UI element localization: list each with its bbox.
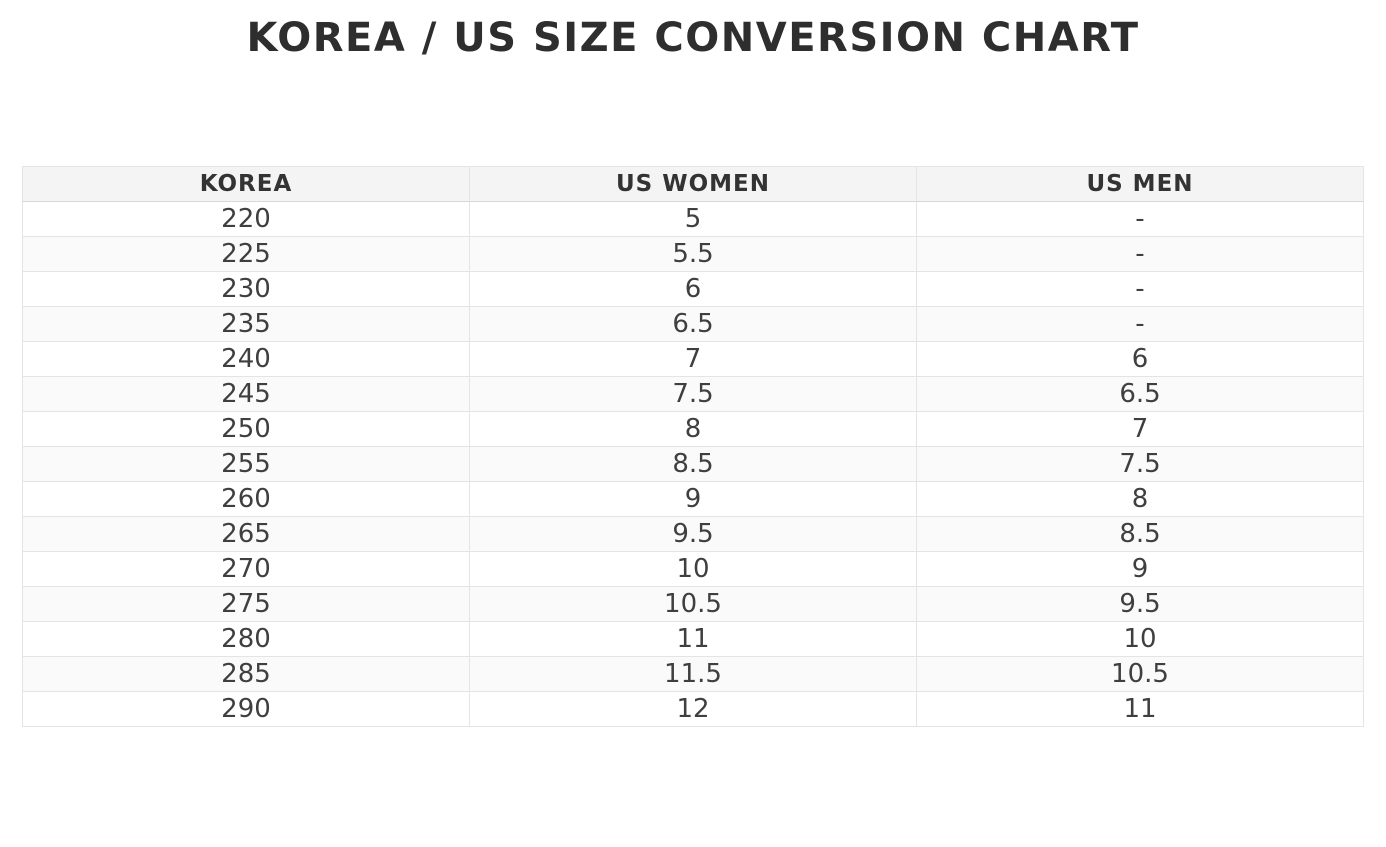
cell-korea: 220 [23, 202, 470, 237]
page [0, 12, 1386, 727]
table-row [23, 482, 1364, 517]
cell-korea: 255 [23, 447, 470, 482]
cell-us-men: 7 [917, 412, 1364, 447]
table-row [23, 377, 1364, 412]
cell-us-men: 10.5 [917, 657, 1364, 692]
table-body [23, 202, 1364, 727]
column-header-korea: KOREA [23, 167, 470, 202]
cell-us-women: 11 [470, 622, 917, 657]
cell-us-women: 7 [470, 342, 917, 377]
cell-us-men: 9.5 [917, 587, 1364, 622]
cell-us-men: 9 [917, 552, 1364, 587]
cell-us-women: 12 [470, 692, 917, 727]
table-row [23, 307, 1364, 342]
cell-us-women: 10.5 [470, 587, 917, 622]
page-title: KOREA / US SIZE CONVERSION CHART [246, 15, 1140, 61]
cell-korea: 240 [23, 342, 470, 377]
cell-us-women: 10 [470, 552, 917, 587]
table-row [23, 202, 1364, 237]
table-row [23, 237, 1364, 272]
cell-us-women: 5 [470, 202, 917, 237]
cell-us-men: - [917, 202, 1364, 237]
cell-korea: 270 [23, 552, 470, 587]
cell-korea: 235 [23, 307, 470, 342]
table-row [23, 447, 1364, 482]
table-row [23, 692, 1364, 727]
cell-us-men: 8 [917, 482, 1364, 517]
cell-us-women: 11.5 [470, 657, 917, 692]
cell-us-women: 6.5 [470, 307, 917, 342]
cell-us-women: 6 [470, 272, 917, 307]
cell-korea: 245 [23, 377, 470, 412]
table-row [23, 517, 1364, 552]
cell-us-men: - [917, 237, 1364, 272]
cell-us-men: - [917, 307, 1364, 342]
table-row [23, 587, 1364, 622]
table-row [23, 622, 1364, 657]
cell-us-men: 6 [917, 342, 1364, 377]
cell-korea: 225 [23, 237, 470, 272]
cell-korea: 280 [23, 622, 470, 657]
table-header-row [23, 167, 1364, 202]
cell-us-men: 11 [917, 692, 1364, 727]
cell-korea: 260 [23, 482, 470, 517]
column-header-us-men: US MEN [917, 167, 1364, 202]
cell-us-women: 7.5 [470, 377, 917, 412]
column-header-us-women: US WOMEN [470, 167, 917, 202]
cell-korea: 250 [23, 412, 470, 447]
cell-us-women: 8 [470, 412, 917, 447]
cell-us-men: 10 [917, 622, 1364, 657]
table-row [23, 657, 1364, 692]
cell-korea: 290 [23, 692, 470, 727]
size-conversion-table [22, 166, 1364, 727]
table-row [23, 552, 1364, 587]
cell-us-men: 8.5 [917, 517, 1364, 552]
cell-korea: 265 [23, 517, 470, 552]
cell-korea: 275 [23, 587, 470, 622]
cell-us-men: 7.5 [917, 447, 1364, 482]
cell-us-women: 9.5 [470, 517, 917, 552]
cell-us-men: 6.5 [917, 377, 1364, 412]
table-row [23, 412, 1364, 447]
table-head [23, 167, 1364, 202]
cell-us-men: - [917, 272, 1364, 307]
cell-us-women: 8.5 [470, 447, 917, 482]
cell-korea: 230 [23, 272, 470, 307]
table-row [23, 272, 1364, 307]
cell-korea: 285 [23, 657, 470, 692]
cell-us-women: 5.5 [470, 237, 917, 272]
table-row [23, 342, 1364, 377]
cell-us-women: 9 [470, 482, 917, 517]
